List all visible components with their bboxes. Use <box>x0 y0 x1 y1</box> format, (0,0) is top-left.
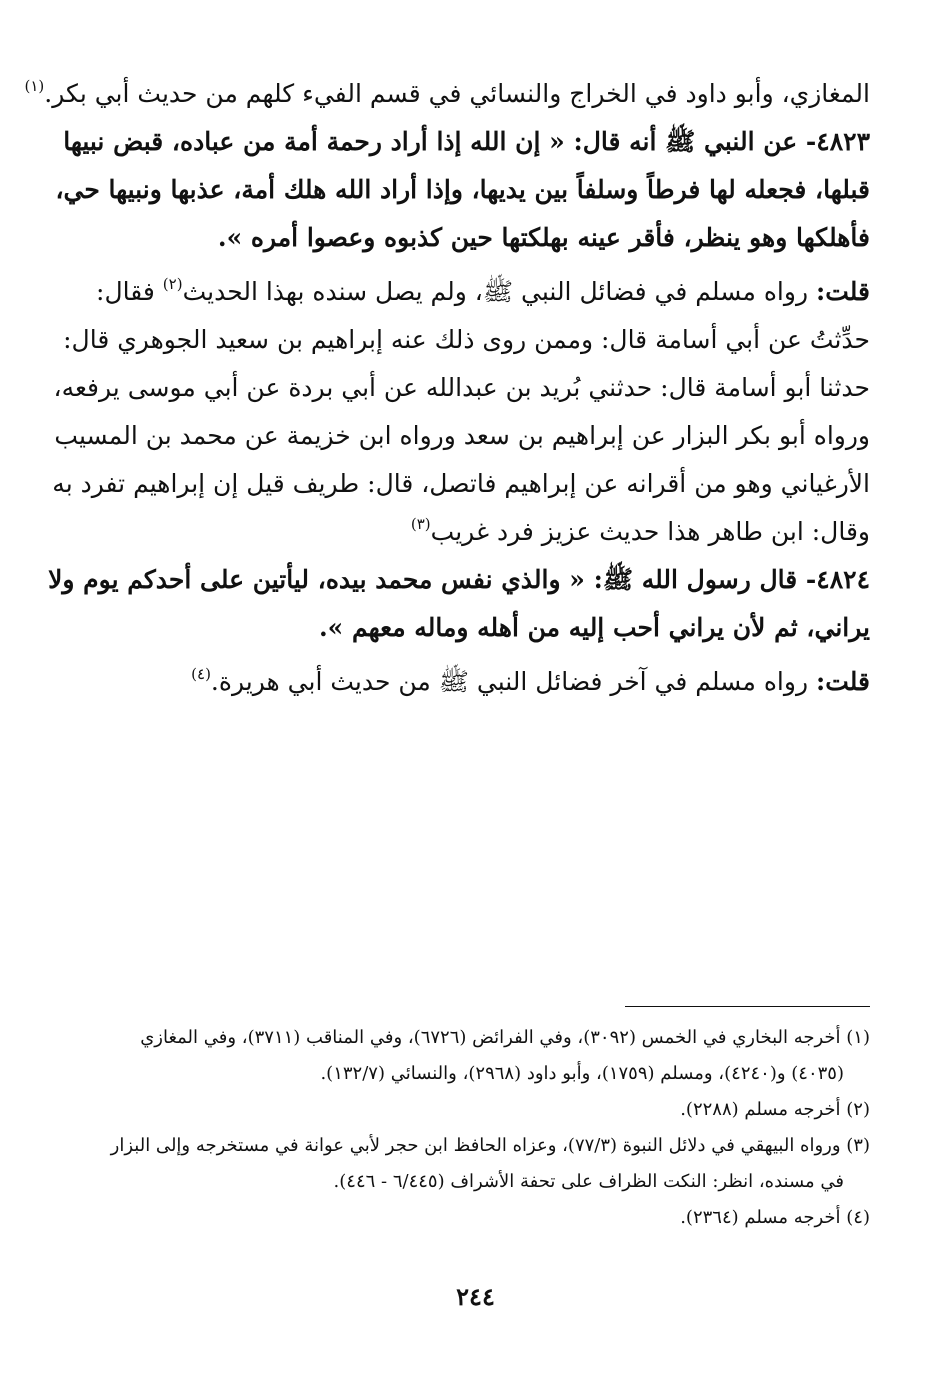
narration-line-1: حدِّثتُ عن أبي أسامة قال: وممن روى ذلك عنه إبراهيم بن سعيد الجوهري قال: <box>63 325 870 354</box>
footnote-2: (٢) أخرجه مسلم (٢٢٨٨). <box>680 1099 870 1120</box>
footnote-3-line-1: (٣) ورواه البيهقي في دلائل النبوة (٧٧/٣)، وعزاه الحافظ ابن حجر لأبي عوانة في مستخرجه وإلى البزار <box>110 1135 870 1156</box>
footnote-1-line-2: (٤٠٣٥) و(٤٢٤٠)، ومسلم (١٧٥٩)، وأبو داود (٢٩٦٨)، والنسائي (١٣٢/٧). <box>320 1063 844 1084</box>
footnote-ref-3: (٣) <box>410 514 431 533</box>
hadith-4824-line-1: ٤٨٢٤- قال رسول الله ﷺ: « والذي نفس محمد بيده، ليأتين على أحدكم يوم ولا <box>48 565 870 594</box>
commentary-2-text: رواه مسلم في آخر فضائل النبي ﷺ من حديث أبي هريرة. <box>210 667 809 696</box>
footnotes <box>80 1020 870 1236</box>
footnote-ref-2: (٢) <box>162 274 183 293</box>
hadith-4824-line-2: يراني، ثم لأن يراني أحب إليه من أهله وماله معهم ». <box>318 613 870 642</box>
intro-line <box>24 70 870 118</box>
footnote-divider <box>625 1006 870 1007</box>
hadith-4823-line-2: قبلها، فجعله لها فرطاً وسلفاً بين يديها، وإذا أراد الله هلك أمة، عذبها ونبيها حي، <box>55 175 870 204</box>
commentary-1-tail: فقال: <box>96 277 155 306</box>
hadith-4823-line-3: فأهلكها وهو ينظر، فأقر عينه بهلكتها حين كذبوه وعصوا أمره ». <box>217 223 870 252</box>
narration-block <box>52 316 870 556</box>
narration-line-3: ورواه أبو بكر البزار عن إبراهيم بن سعد ورواه ابن خزيمة عن محمد بن المسيب <box>54 421 870 450</box>
footnote-ref-1: (١) <box>24 76 45 95</box>
hadith-4823 <box>55 118 870 262</box>
narration-line-2: حدثنا أبو أسامة قال: حدثني بُريد بن عبدالله عن أبي بردة عن أبي موسى يرفعه، <box>53 373 870 402</box>
main-text <box>24 70 870 706</box>
commentary-2 <box>80 658 870 706</box>
narration-last-text: وقال: ابن طاهر هذا حديث عزيز فرد غريب <box>430 517 870 546</box>
narration-line-4: الأرغياني وهو من أقرانه عن إبراهيم فاتصل، قال: طريف قيل إن إبراهيم تفرد به <box>52 469 870 498</box>
page-number: ٢٤٤ <box>456 1282 495 1311</box>
footnote-ref-4: (٤) <box>191 664 211 683</box>
commentary-1-text: رواه مسلم في فضائل النبي ﷺ، ولم يصل سنده بهذا الحديث <box>182 277 809 306</box>
hadith-4823-line-1: ٤٨٢٣- عن النبي ﷺ أنه قال: « إن الله إذا أراد رحمة أمة من عباده، قبض نبيها <box>63 127 870 156</box>
intro-text: المغازي، وأبو داود في الخراج والنسائي في قسم الفيء كلهم من حديث أبي بكر. <box>44 79 870 108</box>
commentary-label: قلت: <box>815 277 870 306</box>
narration-line-5 <box>80 508 870 556</box>
hadith-4824 <box>48 556 870 652</box>
footnote-1-line-1: (١) أخرجه البخاري في الخمس (٣٠٩٢)، وفي الفرائض (٦٧٢٦)، وفي المناقب (٣٧١١)، وفي المغازي <box>140 1027 870 1048</box>
commentary-label: قلت: <box>815 667 870 696</box>
footnote-3-line-2: في مسنده، انظر: النكت الظراف على تحفة الأشراف (٦/٤٤٥ - ٤٤٦). <box>333 1171 844 1192</box>
commentary-1 <box>80 268 870 316</box>
footnote-4: (٤) أخرجه مسلم (٢٣٦٤). <box>680 1207 870 1228</box>
